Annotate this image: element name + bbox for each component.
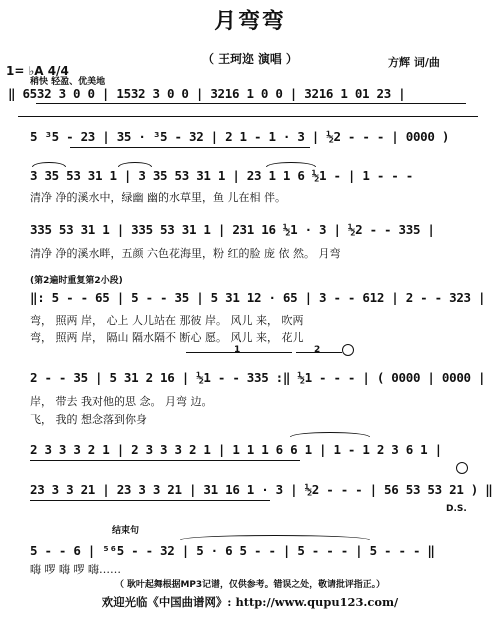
transcription-note: （ 耿叶起舞根据MP3记谱，仅供参考。错误之处，敬请批评指正。）	[114, 580, 386, 590]
score-line-5: ‖: 5 - - 65 | 5 - - 35 | 5 31 12 · 65 | 3 - - 612 | 2 - - 323 |	[30, 290, 486, 305]
score-line-7: 2 3 3 3 2 1 | 2 3 3 3 2 1 | 1 1 1 6 6 1 | 1 - 1 2 3 6 1 |	[30, 442, 442, 457]
score-line-3: 3 35 53 31 1 | 3 35 53 31 1 | 23 1 1 6 ½1 - | 1 - - -	[30, 168, 413, 183]
slur-mark	[180, 535, 370, 540]
key-signature: 1= ♭A 4/4	[6, 64, 69, 78]
score-line-8: 23 3 3 21 | 23 3 3 21 | 31 16 1 · 3 | ½2 - - - | 56 53 53 21 ) ‖	[30, 482, 493, 497]
volta-number-1: 1	[234, 345, 241, 355]
beam-line	[70, 147, 310, 148]
repeat-instruction: (第2遍时重复第2小段)	[30, 276, 123, 286]
score-line-4: 335 53 31 1 | 335 53 31 1 | 231 16 ½1 · 3 | ½2 - - 335 |	[30, 222, 435, 237]
lyric-line-3: 清净 净的溪水中，绿幽 幽的水草里，鱼 儿在相 伴。	[30, 191, 286, 204]
score-line-9: 5 - - 6 | ⁵⁶5 - - 32 | 5 · 6 5 - - | 5 - - - | 5 - - - ‖	[30, 543, 435, 558]
beam-line	[30, 500, 270, 501]
lyric-line-5a: 弯， 照两 岸， 心上 人儿站在 那彼 岸。 风儿 来， 吹两	[30, 314, 304, 327]
website-footer: 欢迎光临《中国曲谱网》: http://www.qupu123.com/	[101, 595, 399, 609]
beam-line	[36, 103, 466, 104]
lyric-line-6a: 岸， 带去 我对他的思 念。 月弯 边。	[30, 395, 213, 408]
lyric-line-4: 清净 净的溪水畔，五颜 六色花海里，粉 红的脸 庞 依 然。 月弯	[30, 247, 341, 260]
lyric-line-6b: 飞， 我的 想念落到你身	[30, 413, 147, 426]
lyric-line-5b: 弯， 照两 岸， 隔山 隔水隔不 断心 愿。 风儿 来， 花儿	[30, 331, 304, 344]
score-line-2: 5 ³5 - 23 | 35 · ³5 - 32 | 2 1 - 1 · 3 | ½2 - - - | 0000 )	[30, 129, 450, 144]
volta-number-2: 2	[314, 345, 321, 355]
slur-mark	[266, 162, 316, 167]
ending-label: 结束句	[112, 526, 140, 536]
beam-line	[30, 460, 300, 461]
score-line-6: 2 - - 35 | 5 31 2 16 | ½1 - - 335 :‖ ½1 - - - | ( 0000 | 0000 |	[30, 370, 486, 385]
slur-mark	[118, 162, 152, 167]
lyric-line-9: 嗨 啰 嗨 啰 嗨……	[30, 563, 121, 576]
beam-line	[18, 116, 478, 117]
slur-mark	[32, 162, 66, 167]
da-segno-marking: D.S.	[446, 504, 467, 514]
performer-subtitle: （ 王珂迩 演唱 ）	[202, 52, 298, 66]
slur-mark	[290, 432, 370, 437]
tempo-marking: 稍快 轻盈、优美地	[30, 77, 106, 87]
score-line-1: ‖ 6532 3 0 0 | 1532 3 0 0 | 3216 1 0 0 | 3216 1 01 23 |	[8, 86, 406, 101]
song-title: 月弯弯	[214, 9, 286, 34]
coda-icon	[456, 462, 468, 474]
composer-credit: 方辉 词/曲	[388, 56, 440, 69]
coda-icon	[342, 344, 354, 356]
